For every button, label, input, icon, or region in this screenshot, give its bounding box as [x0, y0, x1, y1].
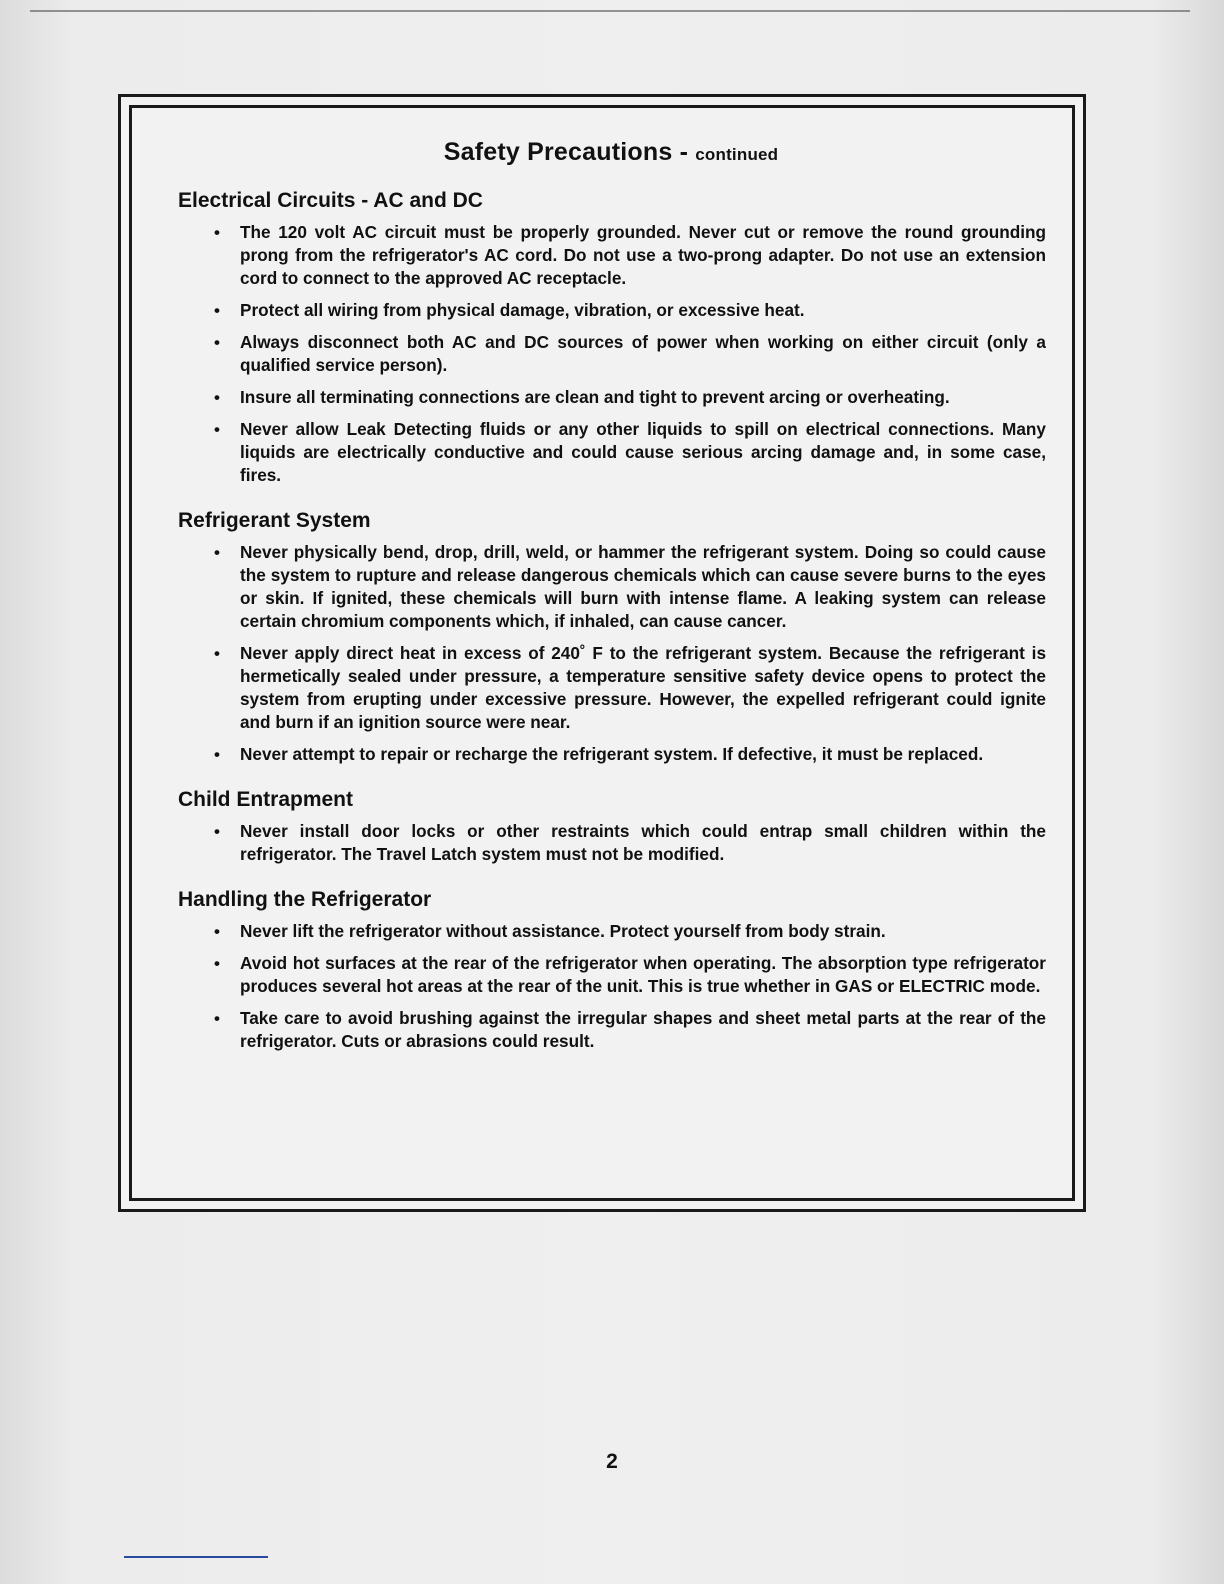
- bottom-edge-rule: [124, 1556, 268, 1558]
- section-heading: Handling the Refrigerator: [178, 888, 432, 911]
- bullet-item: • Never attempt to repair or recharge the refrigerant system. If defective, it must be replaced.: [176, 743, 1046, 766]
- bullet-item: • Never physically bend, drop, drill, weld, or hammer the refrigerant system. Doing so could cause the system to rupture and release dangerous chemicals which can cause severe burns to the eyes or skin. If ignited, these chemicals will burn with intense flame. A leaking system can release certain chromium components which, if inhaled, can cause cancer.: [176, 541, 1046, 633]
- bullet-item: • Never install door locks or other restraints which could entrap small children within the refrigerator. The Travel Latch system must not be modified.: [176, 820, 1046, 866]
- page-title-main: Safety Precautions -: [443, 138, 696, 166]
- section-child-entrapment: [176, 788, 1046, 866]
- bullet-item: • Never lift the refrigerator without assistance. Protect yourself from body strain.: [176, 920, 1046, 943]
- bullet-list: [176, 820, 1046, 866]
- page-title: [176, 138, 1046, 167]
- safety-content: [176, 130, 1046, 1071]
- page-number: 2: [606, 1450, 618, 1473]
- bullet-list: [176, 221, 1046, 487]
- bullet-item: • Take care to avoid brushing against the irregular shapes and sheet metal parts at the rear of the refrigerator. Cuts or abrasions could result.: [176, 1007, 1046, 1053]
- section-heading: Electrical Circuits - AC and DC: [178, 189, 483, 212]
- bullet-list: [176, 541, 1046, 766]
- section-handling-refrigerator: [176, 888, 1046, 1053]
- bullet-item: • Insure all terminating connections are clean and tight to prevent arcing or overheating.: [176, 386, 1046, 409]
- top-edge-rule: [30, 10, 1190, 12]
- page-title-suffix: continued: [695, 145, 779, 164]
- bullet-item: • The 120 volt AC circuit must be properly grounded. Never cut or remove the round grounding prong from the refrigerator's AC cord. Do not use a two-prong adapter. Do not use an extension cord to connect to the approved AC receptacle.: [176, 221, 1046, 290]
- bullet-list: [176, 920, 1046, 1053]
- section-refrigerant-system: [176, 509, 1046, 766]
- section-heading: Refrigerant System: [178, 509, 371, 532]
- section-electrical-circuits: [176, 189, 1046, 487]
- section-heading: Child Entrapment: [178, 788, 354, 811]
- bullet-item: • Always disconnect both AC and DC sources of power when working on either circuit (only a qualified service person).: [176, 331, 1046, 377]
- bullet-item: • Never allow Leak Detecting fluids or any other liquids to spill on electrical connections. Many liquids are electrically conductive and could cause serious arcing damage and, in some case, fires.: [176, 418, 1046, 487]
- bullet-item: • Protect all wiring from physical damage, vibration, or excessive heat.: [176, 299, 1046, 322]
- bullet-item: • Avoid hot surfaces at the rear of the refrigerator when operating. The absorption type refrigerator produces several hot areas at the rear of the unit. This is true whether in GAS or ELECTRIC mode.: [176, 952, 1046, 998]
- bullet-item: • Never apply direct heat in excess of 240˚ F to the refrigerant system. Because the refrigerant is hermetically sealed under pressure, a temperature sensitive safety device opens to protect the system from erupting under excessive pressure. However, the expelled refrigerant could ignite and burn if an ignition source were near.: [176, 642, 1046, 734]
